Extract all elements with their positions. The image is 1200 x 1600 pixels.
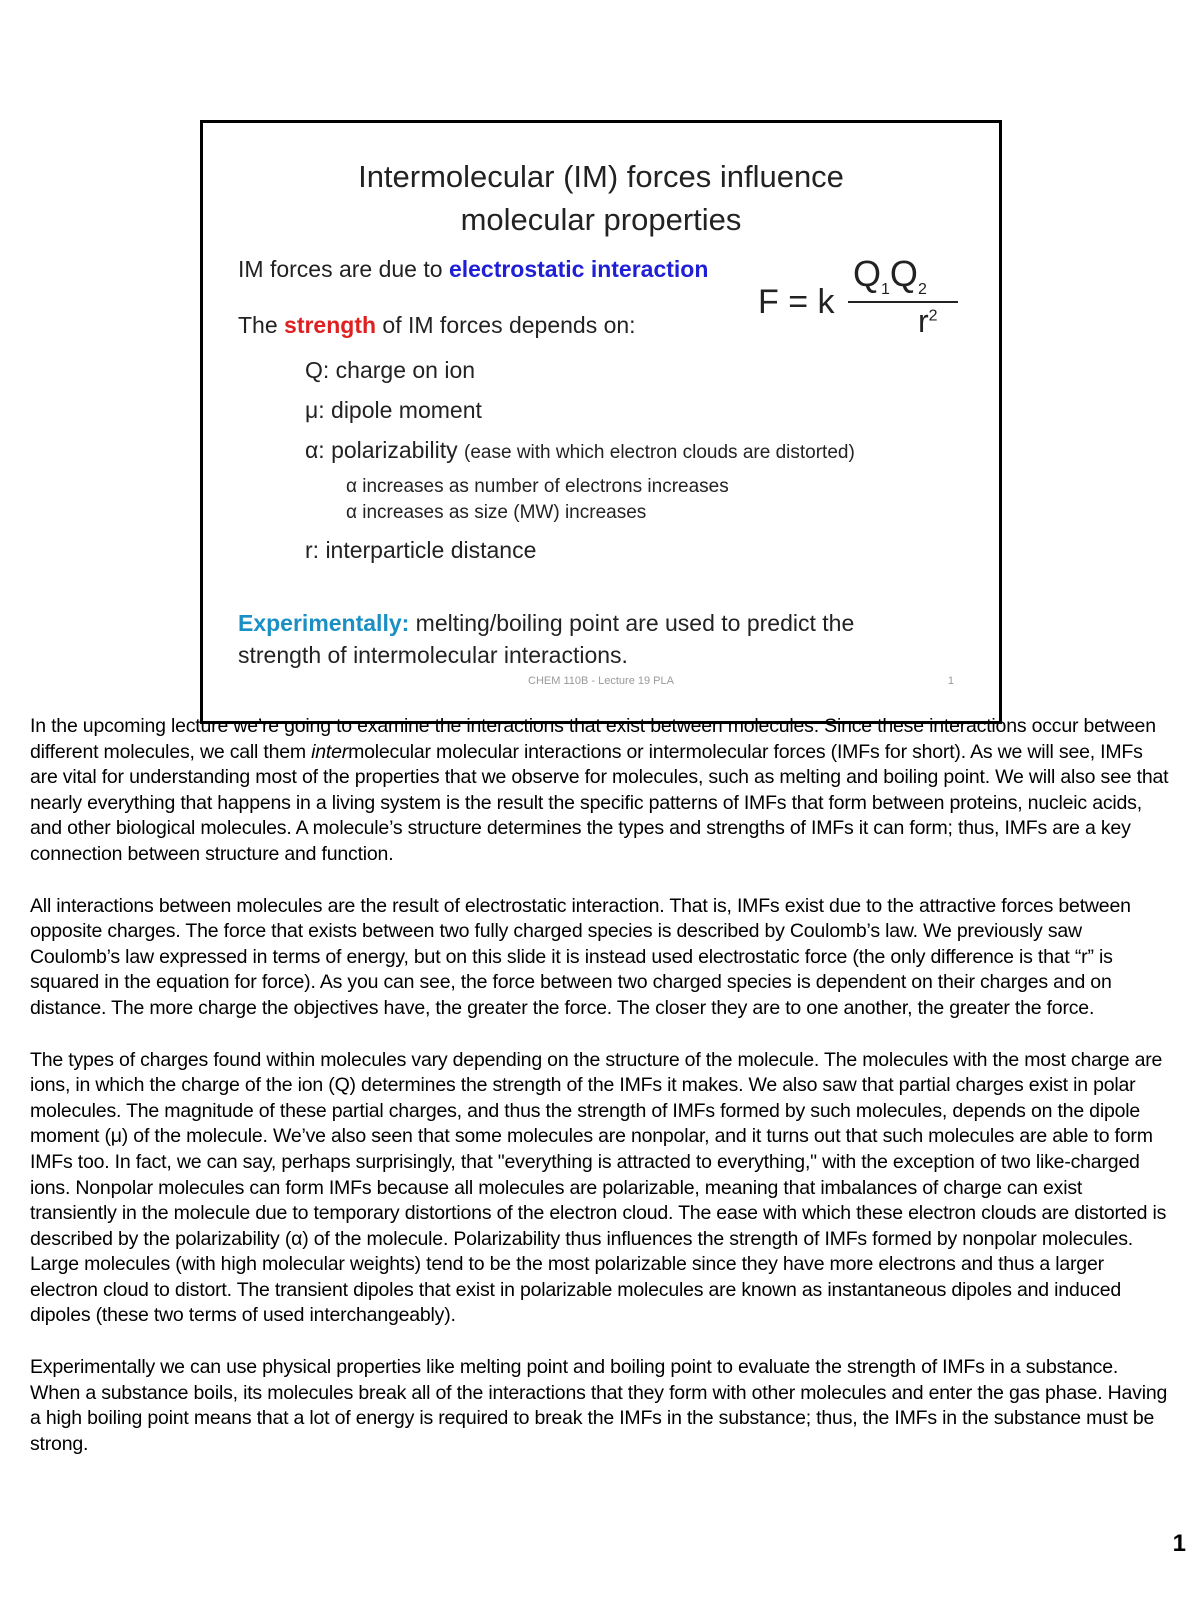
factor-distance: r: interparticle distance xyxy=(305,537,537,563)
lecture-notes xyxy=(30,714,1170,1483)
polarizability-label: α: polarizability xyxy=(305,437,458,463)
formula-q2-sub: 2 xyxy=(917,281,927,299)
slide-number: 1 xyxy=(947,675,954,687)
strength-line xyxy=(238,312,636,339)
formula-r-sup: 2 xyxy=(928,307,938,325)
notes-paragraph-1 xyxy=(30,714,1170,868)
factor-polarizability xyxy=(305,437,855,464)
factor-dipole: μ: dipole moment xyxy=(305,397,482,423)
electrostatic-highlight: electrostatic interaction xyxy=(448,256,709,282)
slide-footer: CHEM 110B - Lecture 19 PLA xyxy=(528,675,674,687)
slide-title-line2: molecular properties xyxy=(460,202,742,237)
formula-r: r xyxy=(918,303,929,339)
formula-lhs: F = k xyxy=(758,283,835,321)
polarizability-sub2: α increases as size (MW) increases xyxy=(346,502,647,523)
formula-denominator xyxy=(918,303,938,340)
strength-suffix: of IM forces depends on: xyxy=(376,312,636,338)
slide-title xyxy=(203,155,999,241)
page-number: 1 xyxy=(1172,1530,1186,1557)
electrostatic-prefix: IM forces are due to xyxy=(238,256,449,282)
strength-highlight: strength xyxy=(284,312,377,338)
factor-charge: Q: charge on ion xyxy=(305,357,476,383)
electrostatic-line xyxy=(238,256,708,283)
formula-fraction-bar xyxy=(848,301,958,303)
notes-paragraph-4: Experimentally we can use physical properties like melting point and boiling point to evaluate the strength of IMFs in a substance. When a substance boils, its molecules break all of the interactions that they form with other molecules and enter the gas phase. Having a high boiling point means that a lot of energy is required to break the IMFs in the substance; thus, the IMFs in the substance must be strong. xyxy=(30,1356,1168,1455)
formula-q1-sub: 1 xyxy=(881,281,890,299)
formula-q2: Q xyxy=(889,253,918,294)
polarizability-sub1: α increases as number of electrons increases xyxy=(346,476,729,497)
notes-paragraph-2: All interactions between molecules are the result of electrostatic interaction. That is, IMFs exist due to the attractive forces between opposite charges. The force that exists between two fully charged species is described by Coulomb’s law. We previously saw Coulomb’s law expressed in terms of energy, but on this slide it is instead used electrostatic force (the only difference is that “r” is squared in the equation for force). As you can see, the force between two charged species is dependent on their charges and on distance. The more charge the objectives have, the greater the force. The closer they are to one another, the greater the force. xyxy=(30,894,1131,1019)
experimental-text1: melting/boiling point are used to predict the xyxy=(409,610,855,636)
notes-paragraph-3: The types of charges found within molecules vary depending on the structure of the molecule. The molecules with the most charge are ions, in which the charge of the ion (Q) determines the strength of the IMFs it makes. We also saw that partial charges exist in polar molecules. The magnitude of these partial charges, and thus the strength of IMFs formed by such molecules, depends on the dipole moment (μ) of the molecule. We’ve also seen that some molecules are nonpolar, and it turns out that such molecules are able to form IMFs too. In fact, we can say, perhaps surprisingly, that "everything is attracted to everything," with the exception of two like-charged ions. Nonpolar molecules can form IMFs because all molecules are polarizable, meaning that imbalances of charge can exist transiently in the molecule due to temporary distortions of the electron cloud. The ease with which these electron clouds are distorted is described by the polarizability (α) of the molecule. Polarizability thus influences the strength of IMFs formed by nonpolar molecules. Large molecules (with high molecular weights) tend to be the most polarizable since they have more electrons and thus a larger electron cloud to distort. The transient dipoles that exist in polarizable molecules are known as instantaneous dipoles and induced dipoles (these two terms of used interchangeably). xyxy=(30,1048,1167,1327)
experimental-text2: strength of intermolecular interactions. xyxy=(238,642,628,668)
coulomb-formula xyxy=(758,253,958,343)
slide-title-line1: Intermolecular (IM) forces influence xyxy=(358,159,844,194)
notes-p1-part-a: In the upcoming lecture we’re going to examine the interactions that exist between molecules. Since these interactions occur between different molecules, we call them xyxy=(30,715,1156,763)
experimental-statement xyxy=(238,607,938,671)
formula-q1: Q xyxy=(853,253,882,294)
notes-p1-part-b: molecular molecular interactions or intermolecular forces (IMFs for short). As we will see, IMFs are vital for understanding most of the properties that we observe for molecules, such as melting and boiling point. We will also see that nearly everything that happens in a living system is the result the specific patterns of IMFs that form between proteins, nucleic acids, and other biological molecules. A molecule’s structure determines the types and strengths of IMFs it can form; thus, IMFs are a key connection between structure and function. xyxy=(30,740,1169,865)
notes-p1-emphasis: inter xyxy=(311,740,349,763)
experimental-label: Experimentally: xyxy=(238,610,410,636)
strength-prefix: The xyxy=(238,312,285,338)
formula-numerator xyxy=(853,253,927,299)
polarizability-note: (ease with which electron clouds are distorted) xyxy=(464,442,855,463)
lecture-slide xyxy=(200,120,1002,724)
